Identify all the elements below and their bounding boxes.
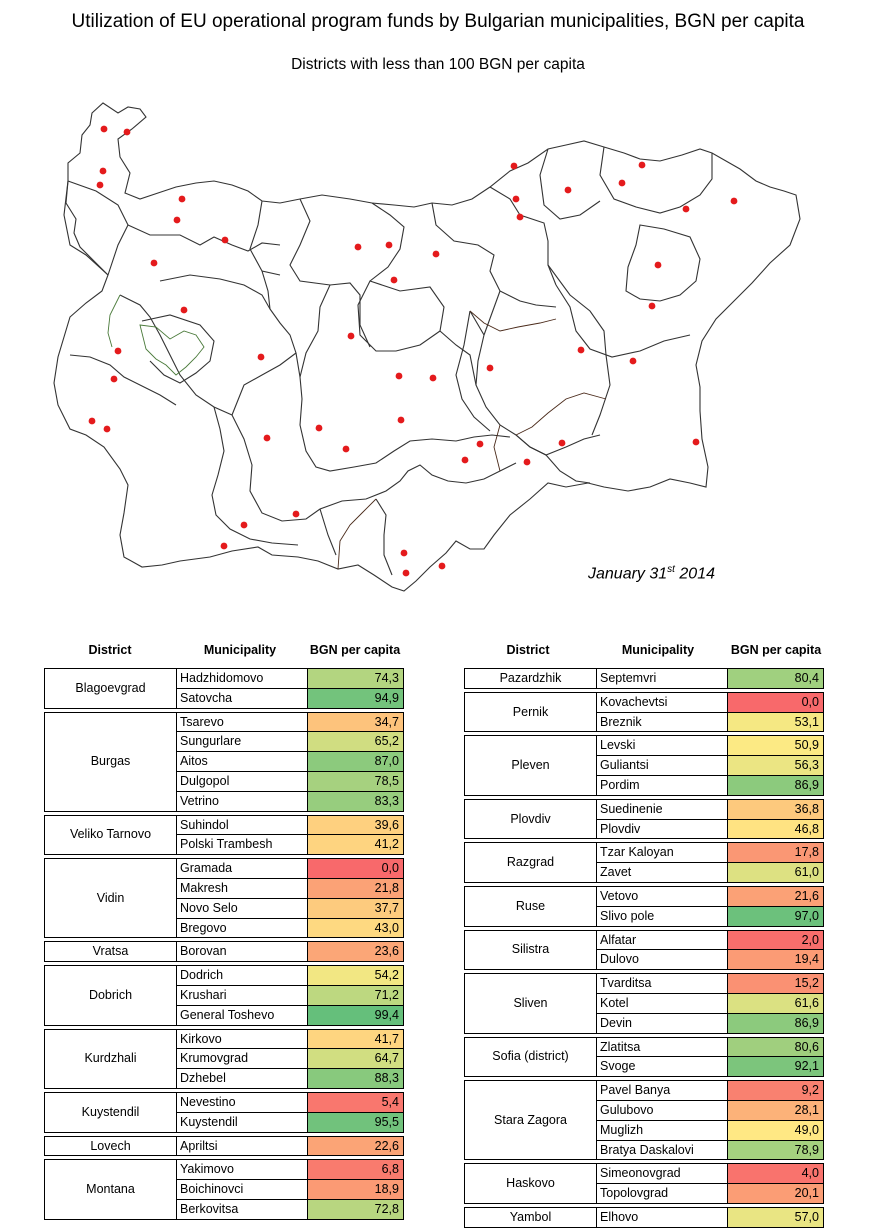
value-cell: 15,2 — [728, 974, 824, 994]
table-row — [465, 692, 824, 712]
municipality-cell: Kovachevtsi — [597, 692, 728, 712]
table-row — [45, 1160, 404, 1180]
municipality-cell: Tsarevo — [177, 712, 308, 732]
district-cell: Haskovo — [465, 1164, 597, 1204]
municipality-cell: Elhovo — [597, 1207, 728, 1227]
map-inner-border-green — [108, 295, 204, 375]
municipality-cell: Krumovgrad — [177, 1049, 308, 1069]
value-cell: 57,0 — [728, 1207, 824, 1227]
value-cell: 80,4 — [728, 669, 824, 689]
table-row — [45, 942, 404, 962]
value-cell: 50,9 — [728, 736, 824, 756]
table-row — [465, 1207, 824, 1227]
table-row — [45, 1136, 404, 1156]
municipality-marker — [731, 198, 738, 205]
value-cell: 64,7 — [308, 1049, 404, 1069]
municipality-cell: Breznik — [597, 712, 728, 732]
municipality-cell: Krushari — [177, 985, 308, 1005]
municipality-marker — [151, 260, 158, 267]
value-cell: 65,2 — [308, 732, 404, 752]
table-row — [45, 1092, 404, 1112]
municipality-cell: Topolovgrad — [597, 1184, 728, 1204]
table-row — [45, 815, 404, 835]
municipality-marker — [578, 347, 585, 354]
value-cell: 17,8 — [728, 843, 824, 863]
value-cell: 78,5 — [308, 771, 404, 791]
district-cell: Montana — [45, 1160, 177, 1219]
municipality-marker — [101, 126, 108, 133]
municipality-marker — [630, 358, 637, 365]
municipality-cell: Sungurlare — [177, 732, 308, 752]
table-row — [465, 1081, 824, 1101]
value-cell: 94,9 — [308, 688, 404, 708]
value-cell: 80,6 — [728, 1037, 824, 1057]
municipality-cell: Zlatitsa — [597, 1037, 728, 1057]
value-cell: 83,3 — [308, 791, 404, 811]
value-cell: 37,7 — [308, 898, 404, 918]
municipality-cell: Bratya Daskalovi — [597, 1140, 728, 1160]
municipality-cell: Tzar Kaloyan — [597, 843, 728, 863]
district-cell: Sofia (district) — [465, 1037, 597, 1077]
district-cell: Vidin — [45, 859, 177, 938]
value-cell: 86,9 — [728, 1013, 824, 1033]
municipality-cell: Dodrich — [177, 966, 308, 986]
municipality-marker — [222, 237, 229, 244]
table-row — [465, 1037, 824, 1057]
value-cell: 92,1 — [728, 1057, 824, 1077]
value-cell: 2,0 — [728, 930, 824, 950]
funds-table — [464, 668, 824, 1228]
municipality-marker — [316, 425, 323, 432]
municipality-cell: Kuystendil — [177, 1112, 308, 1132]
municipality-marker — [477, 441, 484, 448]
municipality-cell: Hadzhidomovo — [177, 669, 308, 689]
municipality-marker — [293, 511, 300, 518]
table-row — [465, 799, 824, 819]
municipality-marker — [619, 180, 626, 187]
value-cell: 18,9 — [308, 1180, 404, 1200]
value-cell: 36,8 — [728, 799, 824, 819]
right-data-table — [464, 668, 824, 1228]
municipality-marker — [181, 307, 188, 314]
value-cell: 28,1 — [728, 1100, 824, 1120]
municipality-marker — [403, 570, 410, 577]
municipality-cell: Zavet — [597, 863, 728, 883]
municipality-cell: Satovcha — [177, 688, 308, 708]
map-inner-border-2 — [338, 311, 606, 569]
municipality-marker — [439, 563, 446, 570]
district-cell: Lovech — [45, 1136, 177, 1156]
right-col-header-value: BGN per capita — [730, 643, 822, 657]
municipality-cell: Slivo pole — [597, 906, 728, 926]
municipality-marker — [100, 168, 107, 175]
table-row — [45, 966, 404, 986]
municipality-marker — [683, 206, 690, 213]
bulgaria-map — [0, 95, 876, 605]
municipality-marker — [513, 196, 520, 203]
value-cell: 23,6 — [308, 942, 404, 962]
municipality-cell: Makresh — [177, 878, 308, 898]
municipality-marker — [639, 162, 646, 169]
municipality-marker — [179, 196, 186, 203]
district-cell: Stara Zagora — [465, 1081, 597, 1160]
municipality-cell: Nevestino — [177, 1092, 308, 1112]
municipality-cell: Dzhebel — [177, 1069, 308, 1089]
value-cell: 56,3 — [728, 756, 824, 776]
municipality-marker — [355, 244, 362, 251]
value-cell: 6,8 — [308, 1160, 404, 1180]
table-row — [45, 712, 404, 732]
municipality-marker — [174, 217, 181, 224]
district-cell: Yambol — [465, 1207, 597, 1227]
value-cell: 72,8 — [308, 1199, 404, 1219]
left-col-header-district: District — [88, 643, 132, 657]
value-cell: 53,1 — [728, 712, 824, 732]
municipality-cell: Dulovo — [597, 950, 728, 970]
municipality-marker — [559, 440, 566, 447]
municipality-cell: Svoge — [597, 1057, 728, 1077]
municipality-cell: Gramada — [177, 859, 308, 879]
municipality-cell: Polski Trambesh — [177, 835, 308, 855]
municipality-marker — [649, 303, 656, 310]
municipality-cell: Guliantsi — [597, 756, 728, 776]
chart-subtitle: Districts with less than 100 BGN per capita — [291, 56, 585, 73]
value-cell: 49,0 — [728, 1120, 824, 1140]
value-cell: 54,2 — [308, 966, 404, 986]
municipality-marker — [386, 242, 393, 249]
municipality-marker — [396, 373, 403, 380]
table-row — [45, 859, 404, 879]
municipality-cell: Muglizh — [597, 1120, 728, 1140]
value-cell: 0,0 — [728, 692, 824, 712]
value-cell: 39,6 — [308, 815, 404, 835]
municipality-marker — [97, 182, 104, 189]
municipality-cell: Boichinovci — [177, 1180, 308, 1200]
municipality-marker — [398, 417, 405, 424]
municipality-marker — [391, 277, 398, 284]
municipality-cell: Vetrino — [177, 791, 308, 811]
value-cell: 43,0 — [308, 918, 404, 938]
municipality-cell: Apriltsi — [177, 1136, 308, 1156]
right-col-header-municipality: Municipality — [621, 643, 695, 657]
value-cell: 46,8 — [728, 819, 824, 839]
district-cell: Blagoevgrad — [45, 669, 177, 709]
district-cell: Vratsa — [45, 942, 177, 962]
value-cell: 9,2 — [728, 1081, 824, 1101]
chart-title: Utilization of EU operational program funds by Bulgarian municipalities, BGN per capita — [71, 11, 805, 32]
municipality-cell: Suedinenie — [597, 799, 728, 819]
municipality-cell: Pordim — [597, 775, 728, 795]
municipality-marker — [264, 435, 271, 442]
municipality-marker — [693, 439, 700, 446]
municipality-cell: Vetovo — [597, 886, 728, 906]
municipality-marker — [433, 251, 440, 258]
value-cell: 61,0 — [728, 863, 824, 883]
municipality-marker — [487, 365, 494, 372]
municipality-marker — [430, 375, 437, 382]
value-cell: 61,6 — [728, 993, 824, 1013]
district-cell: Dobrich — [45, 966, 177, 1025]
right-col-header-district: District — [506, 643, 550, 657]
municipality-marker — [517, 214, 524, 221]
municipality-marker — [565, 187, 572, 194]
table-row — [465, 886, 824, 906]
table-row — [45, 669, 404, 689]
value-cell: 20,1 — [728, 1184, 824, 1204]
district-cell: Kuystendil — [45, 1092, 177, 1132]
municipality-cell: Simeonovgrad — [597, 1164, 728, 1184]
left-col-header-value: BGN per capita — [309, 643, 401, 657]
district-cell: Pernik — [465, 692, 597, 732]
municipality-cell: Kirkovo — [177, 1029, 308, 1049]
district-cell: Razgrad — [465, 843, 597, 883]
municipality-marker — [111, 376, 118, 383]
value-cell: 4,0 — [728, 1164, 824, 1184]
municipality-marker — [104, 426, 111, 433]
municipality-cell: Aitos — [177, 752, 308, 772]
municipality-marker — [511, 163, 518, 170]
municipality-cell: Novo Selo — [177, 898, 308, 918]
value-cell: 19,4 — [728, 950, 824, 970]
value-cell: 87,0 — [308, 752, 404, 772]
municipality-cell: Dulgopol — [177, 771, 308, 791]
value-cell: 34,7 — [308, 712, 404, 732]
value-cell: 21,6 — [728, 886, 824, 906]
value-cell: 99,4 — [308, 1005, 404, 1025]
municipality-cell: Tvarditsa — [597, 974, 728, 994]
table-row — [45, 1029, 404, 1049]
municipality-marker — [115, 348, 122, 355]
municipality-cell: Levski — [597, 736, 728, 756]
municipality-marker — [655, 262, 662, 269]
district-cell: Silistra — [465, 930, 597, 970]
value-cell: 95,5 — [308, 1112, 404, 1132]
municipality-marker — [348, 333, 355, 340]
table-row — [465, 843, 824, 863]
value-cell: 21,8 — [308, 878, 404, 898]
municipality-marker — [343, 446, 350, 453]
value-cell: 22,6 — [308, 1136, 404, 1156]
municipality-marker — [241, 522, 248, 529]
value-cell: 86,9 — [728, 775, 824, 795]
left-col-header-municipality: Municipality — [203, 643, 277, 657]
municipality-cell: Borovan — [177, 942, 308, 962]
municipality-marker — [462, 457, 469, 464]
municipality-cell: Gulubovo — [597, 1100, 728, 1120]
district-cell: Plovdiv — [465, 799, 597, 839]
municipality-cell: Kotel — [597, 993, 728, 1013]
municipality-cell: Yakimovo — [177, 1160, 308, 1180]
date-label — [588, 564, 715, 583]
municipality-cell: Devin — [597, 1013, 728, 1033]
value-cell: 74,3 — [308, 669, 404, 689]
municipality-cell: Alfatar — [597, 930, 728, 950]
municipality-cell: Pavel Banya — [597, 1081, 728, 1101]
municipality-marker — [89, 418, 96, 425]
district-cell: Kurdzhali — [45, 1029, 177, 1088]
date-text: January 31 — [588, 565, 668, 583]
district-cell: Pazardzhik — [465, 669, 597, 689]
municipality-cell: Suhindol — [177, 815, 308, 835]
table-row — [465, 974, 824, 994]
value-cell: 88,3 — [308, 1069, 404, 1089]
municipality-marker — [124, 129, 131, 136]
value-cell: 97,0 — [728, 906, 824, 926]
municipality-cell: Plovdiv — [597, 819, 728, 839]
district-cell: Ruse — [465, 886, 597, 926]
municipality-cell: Berkovitsa — [177, 1199, 308, 1219]
municipality-cell: General Toshevo — [177, 1005, 308, 1025]
municipality-marker — [524, 459, 531, 466]
table-row — [465, 930, 824, 950]
municipality-marker — [401, 550, 408, 557]
left-data-table — [44, 668, 404, 1220]
district-cell: Pleven — [465, 736, 597, 795]
funds-table — [44, 668, 404, 1220]
municipality-cell: Septemvri — [597, 669, 728, 689]
value-cell: 41,2 — [308, 835, 404, 855]
value-cell: 78,9 — [728, 1140, 824, 1160]
municipality-marker — [258, 354, 265, 361]
district-cell: Veliko Tarnovo — [45, 815, 177, 855]
date-year: 2014 — [674, 565, 715, 583]
table-row — [465, 669, 824, 689]
value-cell: 41,7 — [308, 1029, 404, 1049]
map-outline — [54, 103, 800, 591]
municipality-marker — [221, 543, 228, 550]
district-cell: Burgas — [45, 712, 177, 811]
value-cell: 0,0 — [308, 859, 404, 879]
date-suffix: st — [667, 564, 675, 575]
table-row — [465, 1164, 824, 1184]
municipality-cell: Bregovo — [177, 918, 308, 938]
value-cell: 71,2 — [308, 985, 404, 1005]
district-cell: Sliven — [465, 974, 597, 1033]
table-row — [465, 736, 824, 756]
value-cell: 5,4 — [308, 1092, 404, 1112]
